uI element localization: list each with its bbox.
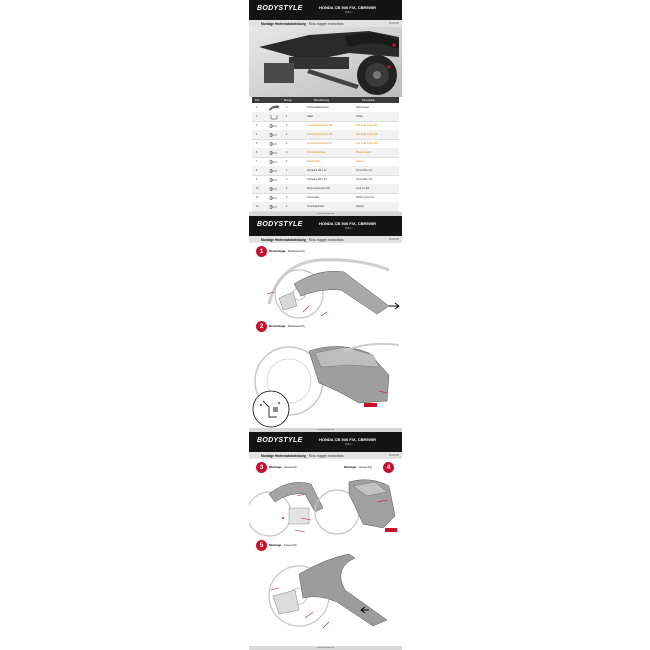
table-cell-pos: 12 [256, 204, 259, 208]
step-2-drawing [249, 331, 402, 426]
col-de: Bezeichnung [314, 98, 329, 102]
step-number: 5 [256, 540, 267, 551]
step-1-drawing [249, 254, 402, 320]
table-cell-pos: 10 [256, 186, 259, 190]
table-cell-de: Schraube M6 x 16 [307, 177, 327, 181]
step-4 [327, 462, 402, 540]
table-cell-en: Hex head screw M6 [356, 141, 378, 145]
table-cell-qty: 1 [286, 114, 288, 118]
table-cell-pos: 1 [256, 105, 258, 109]
table-cell-pos: 9 [256, 177, 258, 181]
vehicle-year: 2016 > [345, 443, 354, 446]
part-image [268, 204, 280, 210]
table-cell-en: Screw M6 x 12 [356, 168, 372, 172]
step-3 [249, 462, 327, 540]
table-cell-de: Schraube M6 x 12 [307, 168, 327, 172]
col-en: Description [362, 98, 375, 102]
table-cell-en: Pan head screw M6 [356, 132, 378, 136]
vehicle-model: HONDA CB 500 F/X, CBR500R [319, 5, 376, 10]
table-cell-de: Hinterradabdeckung [307, 105, 329, 109]
step-5 [249, 540, 402, 644]
step-label: Demontage · Disassembly [269, 249, 306, 253]
step-1 [249, 246, 402, 321]
footer-text: www.bodystyle.de [316, 212, 335, 215]
table-cell-qty: 2 [286, 195, 288, 199]
vehicle-year: 2016 > [345, 227, 354, 230]
vehicle-model: HONDA CB 500 F/X, CBR500R [319, 437, 376, 442]
page-3 [249, 432, 402, 650]
table-cell-pos: 11 [256, 195, 259, 199]
footer-text: www.bodystyle.de [316, 428, 335, 431]
table-cell-pos: 8 [256, 168, 258, 172]
part-image [268, 168, 280, 174]
table-cell-pos: 6 [256, 150, 258, 154]
page-header [249, 216, 402, 236]
table-cell-pos: 7 [256, 159, 258, 163]
table-cell-qty: 2 [286, 177, 288, 181]
table-cell-de: Sechskantschraube M6 [307, 141, 332, 145]
table-cell-en: Rubber grommet [356, 195, 374, 199]
table-cell-qty: 4 [286, 150, 288, 154]
step-4-drawing [327, 472, 402, 538]
motorcycle-photo [249, 27, 402, 97]
page-header [249, 432, 402, 452]
brand-logo: BODYSTYLE [257, 437, 303, 444]
part-image [268, 132, 280, 138]
table-cell-qty: 2 [286, 132, 288, 136]
table-cell-qty: 2 [286, 159, 288, 163]
step-label: Demontage · Disassembly [269, 324, 306, 328]
table-cell-de: Distanzhülse [307, 159, 321, 163]
part-image [268, 123, 280, 129]
footer-text: www.bodystyle.de [316, 646, 335, 649]
step-number: 4 [383, 462, 394, 473]
part-image [268, 195, 280, 201]
table-cell-de: Gummitülle [307, 195, 320, 199]
col-pos: Pos. [255, 98, 261, 102]
step-5-drawing [249, 550, 402, 640]
step-number: 3 [256, 462, 267, 473]
article-number: 6618208 [388, 21, 399, 25]
table-cell-de: Unterlegscheibe [307, 204, 325, 208]
part-image [268, 114, 280, 120]
step-number: 2 [256, 321, 267, 332]
table-cell-de: Linsenkopfschraube M6 [307, 123, 333, 127]
vehicle-year: 2016 > [345, 11, 354, 14]
step-label: Montage · Assembly [269, 465, 297, 469]
part-image [268, 105, 280, 111]
page-footer [249, 646, 402, 650]
step-label: Montage · Assembly [269, 543, 297, 547]
brand-logo: BODYSTYLE [257, 5, 303, 12]
table-cell-de: Kunststoffscheibe [307, 150, 326, 154]
table-row [252, 202, 399, 212]
table-cell-pos: 4 [256, 132, 258, 136]
col-qty: Menge [284, 98, 292, 102]
vehicle-model: HONDA CB 500 F/X, CBR500R [319, 221, 376, 226]
table-cell-qty: 2 [286, 123, 288, 127]
table-cell-en: Lock nut M6 [356, 186, 370, 190]
subheader-title: Montage Hinterradabdeckung · Rear-hugger instructions [261, 237, 344, 242]
article-number: 6618208 [388, 453, 399, 457]
table-cell-pos: 2 [256, 114, 258, 118]
table-cell-de: Halter [307, 114, 314, 118]
table-cell-qty: 2 [286, 141, 288, 145]
table-cell-en: Washer [356, 204, 365, 208]
table-cell-qty: 1 [286, 105, 288, 109]
subheader-title: Montage Hinterradabdeckung · Rear-hugger instructions [261, 453, 344, 458]
table-cell-qty: 2 [286, 168, 288, 172]
table-cell-en: Plastic washer [356, 150, 372, 154]
subheader-bar [249, 452, 402, 459]
table-cell-en: Screw M6 x 16 [356, 177, 372, 181]
part-image [268, 159, 280, 165]
subheader-bar [249, 236, 402, 243]
part-image [268, 186, 280, 192]
table-cell-en: Spacer [356, 159, 364, 163]
table-cell-qty: 2 [286, 204, 288, 208]
part-image [268, 141, 280, 147]
table-cell-en: Rear-hugger [356, 105, 370, 109]
step-label: Montage · Assembly [344, 465, 372, 469]
page-header [249, 0, 402, 20]
table-cell-qty: 2 [286, 186, 288, 190]
page-1 [249, 0, 402, 216]
table-cell-en: Pan head screw M6 [356, 123, 378, 127]
table-cell-pos: 5 [256, 141, 258, 145]
table-cell-de: Sicherungsmutter M6 [307, 186, 330, 190]
article-number: 6618208 [388, 237, 399, 241]
step-number: 1 [256, 246, 267, 257]
subheader-bar [249, 20, 402, 27]
part-image [268, 150, 280, 156]
subheader-title: Montage Hinterradabdeckung · Rear-hugger instructions [261, 21, 344, 26]
brand-logo: BODYSTYLE [257, 221, 303, 228]
part-image [268, 177, 280, 183]
step-3-drawing [249, 472, 327, 538]
table-cell-en: Holder [356, 114, 364, 118]
table-cell-pos: 3 [256, 123, 258, 127]
instruction-document [249, 0, 402, 650]
step-2 [249, 321, 402, 426]
table-cell-de: Linsenkopfschraube M6 [307, 132, 333, 136]
page-2 [249, 216, 402, 432]
